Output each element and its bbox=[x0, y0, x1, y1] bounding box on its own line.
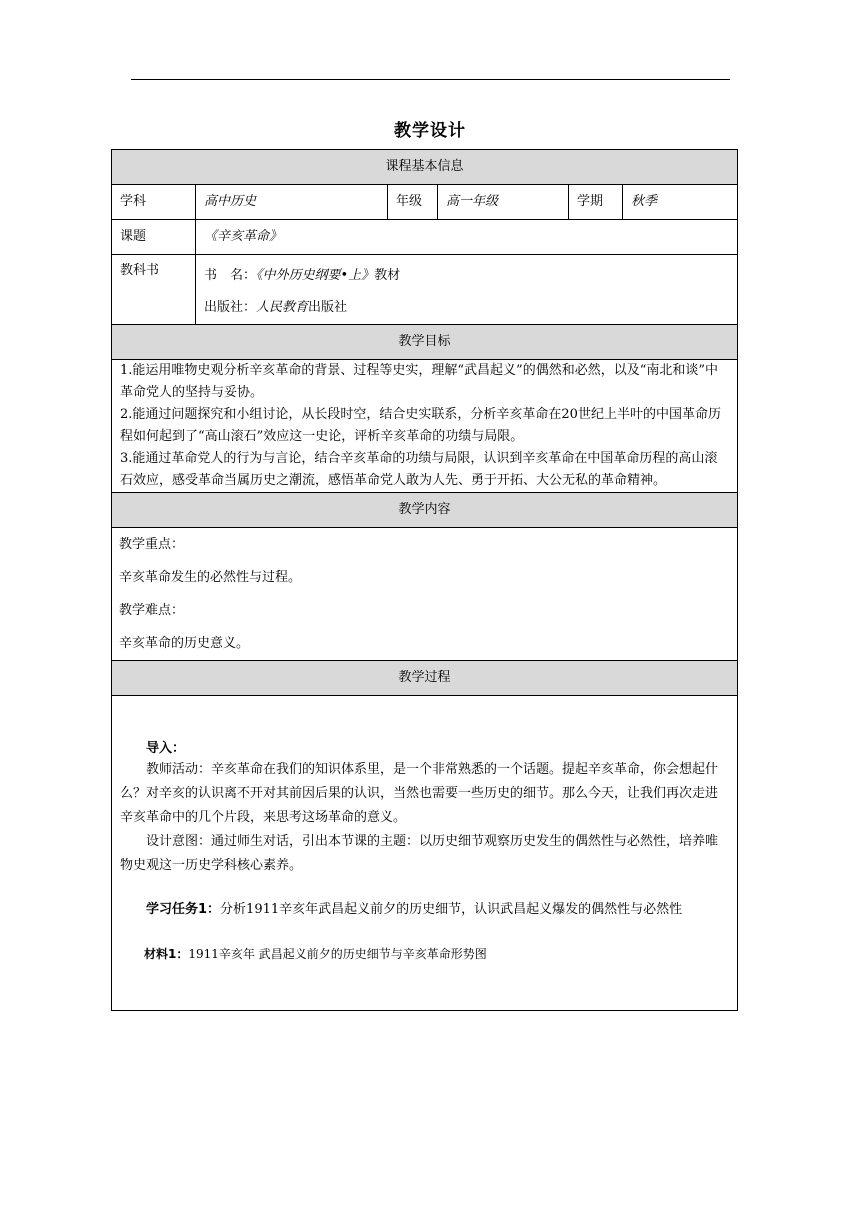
subject-label: 学科 bbox=[112, 185, 196, 220]
task-1-label: 学习任务1： bbox=[146, 902, 221, 917]
design-intent: 设计意图：通过师生对话，引出本节课的主题：以历史细节观察历史发生的偶然性与必然性，培养唯物史观这一历史学科核心素养。 bbox=[120, 834, 719, 873]
lesson-plan-table bbox=[111, 149, 738, 1011]
intro-label: 导入： bbox=[146, 741, 186, 756]
topic-value: 《辛亥革命》 bbox=[196, 220, 738, 255]
document-title: 教学设计 bbox=[394, 121, 466, 141]
term-label: 学期 bbox=[569, 185, 623, 220]
subject-value: 高中历史 bbox=[196, 185, 388, 220]
term-value: 秋季 bbox=[623, 185, 738, 220]
task-1 bbox=[120, 898, 729, 922]
textbook-info bbox=[196, 255, 738, 325]
process-cell bbox=[112, 696, 738, 1011]
material-1 bbox=[120, 942, 729, 966]
topic-label: 课题 bbox=[112, 220, 196, 255]
content-cell bbox=[112, 528, 738, 661]
objective-1: 1.能运用唯物史观分析辛亥革命的背景、过程等史实，理解“武昌起义”的偶然和必然，以及“南北和谈”中革命党人的坚持与妥协。 bbox=[120, 363, 718, 400]
section-header-objectives: 教学目标 bbox=[112, 325, 738, 360]
textbook-label: 教科书 bbox=[112, 255, 196, 325]
publisher-label: 出版社： bbox=[204, 300, 257, 315]
material-1-text: 1911辛亥年 武昌起义前夕的历史细节与辛亥革命形势图 bbox=[188, 947, 487, 961]
objective-3: 3.能通过革命党人的行为与言论，结合辛亥革命的功绩与局限，认识到辛亥革命在中国革命历程的高山滚石效应，感受革命当属历史之潮流，感悟革命党人敢为人先、勇于开拓、大公无私的革命精神。 bbox=[120, 451, 718, 488]
teacher-activity: 教师活动：辛亥革命在我们的知识体系里，是一个非常熟悉的一个话题。提起辛亥革命，你会想起什么？对辛亥的认识离不开对其前因后果的认识，当然也需要一些历史的细节。那么今天，让我们再次走进辛亥革命中的几个片段，来思考这场革命的意义。 bbox=[120, 762, 719, 825]
publisher-suffix: 出版社 bbox=[308, 300, 348, 315]
section-header-basic-info: 课程基本信息 bbox=[112, 150, 738, 185]
objective-2: 2.能通过问题探究和小组讨论，从长段时空，结合史实联系，分析辛亥革命在20世纪上半叶的中国革命历程如何起到了“高山滚石”效应这一史论，评析辛亥革命的功绩与局限。 bbox=[120, 407, 721, 444]
book-suffix: 教材 bbox=[374, 268, 401, 283]
publisher-value: 人民教育 bbox=[256, 300, 309, 315]
task-1-text: 分析1911辛亥年武昌起义前夕的历史细节，认识武昌起义爆发的偶然性与必然性 bbox=[220, 902, 683, 917]
key-point-value: 辛亥革命发生的必然性与过程。 bbox=[119, 570, 302, 585]
objectives-cell bbox=[112, 360, 738, 493]
difficulty-value: 辛亥革命的历史意义。 bbox=[119, 636, 250, 651]
header-rule bbox=[131, 79, 730, 80]
section-header-content: 教学内容 bbox=[112, 493, 738, 528]
difficulty-label: 教学难点： bbox=[119, 603, 185, 618]
grade-value: 高一年级 bbox=[438, 185, 569, 220]
section-header-process: 教学过程 bbox=[112, 661, 738, 696]
book-name-line bbox=[204, 260, 729, 292]
grade-label: 年级 bbox=[388, 185, 438, 220]
material-1-label: 材料1： bbox=[144, 947, 189, 961]
book-name-label: 书 名： bbox=[204, 268, 257, 283]
key-point-label: 教学重点： bbox=[119, 537, 185, 552]
publisher-line bbox=[204, 292, 729, 324]
book-name-value: 《中外历史纲要•上》 bbox=[256, 268, 375, 283]
